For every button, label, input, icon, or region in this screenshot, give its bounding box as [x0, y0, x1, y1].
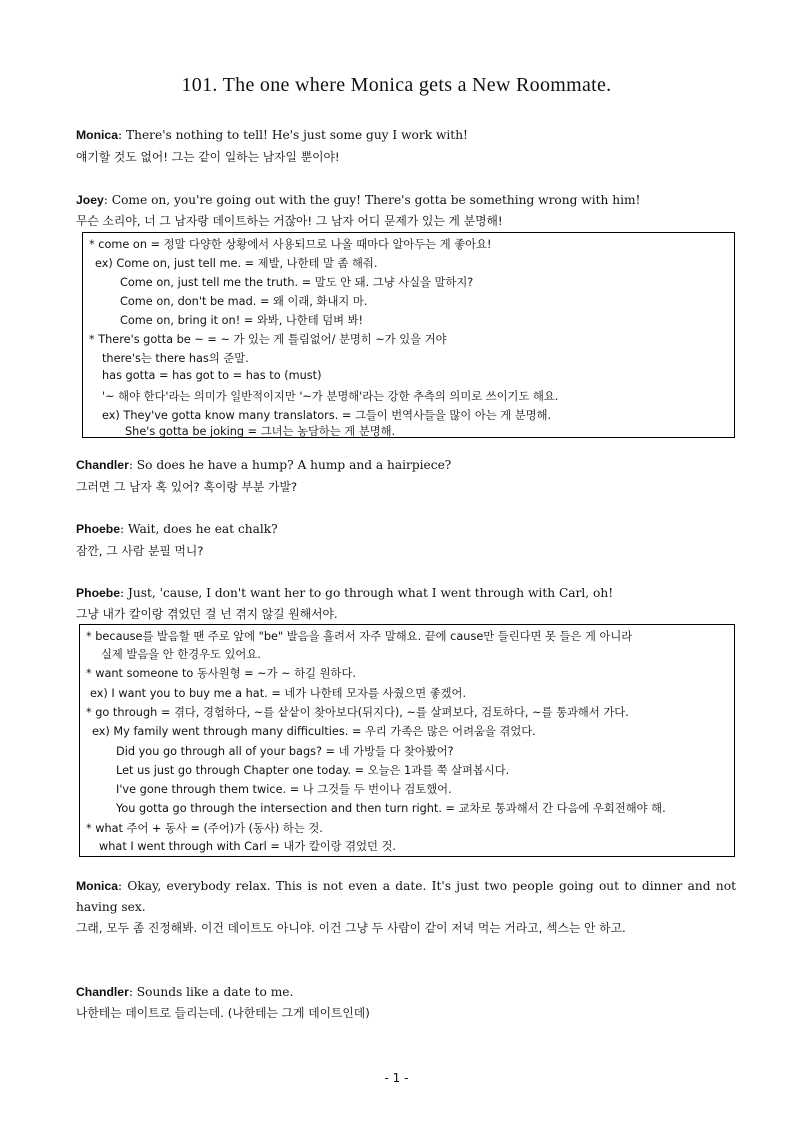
dialogue-english: : Just, 'cause, I don't want her to go through what I went through with Carl, oh! — [120, 586, 614, 600]
speaker-name: Chandler — [76, 458, 129, 472]
note-line: I've gone through them twice. = 나 그것들 두 번이나 검토했어. — [116, 783, 452, 796]
dialogue-line-monica — [76, 127, 736, 144]
dialogue-english: : Wait, does he eat chalk? — [120, 522, 278, 536]
page-title: 101. The one where Monica gets a New Roommate. — [181, 74, 612, 96]
note-line: there's는 there has의 준말. — [102, 352, 249, 365]
dialogue-korean: 얘기할 것도 없어! 그는 같이 일하는 남자일 뿐이야! — [76, 150, 340, 164]
speaker-name: Monica — [76, 879, 118, 893]
note-line: ex) I want you to buy me a hat. = 네가 나한테 모자를 사줬으면 좋겠어. — [90, 687, 467, 700]
note-line: * There's gotta be ~ = ~ 가 있는 게 틀림없어/ 분명히 ~가 있을 거야 — [89, 333, 447, 346]
dialogue-english: : Okay, everybody relax. This is not even a date. It's just two people going out to dinner and not having sex. — [76, 879, 736, 914]
dialogue-english: : Sounds like a date to me. — [128, 985, 294, 999]
note-line: Did you go through all of your bags? = 네 가방들 다 찾아봤어? — [116, 745, 454, 758]
note-line: * come on = 정말 다양한 상황에서 사용되므로 나올 때마다 알아두는 게 좋아요! — [89, 238, 492, 251]
dialogue-line-chandler — [76, 457, 736, 474]
note-line: ex) They've gotta know many translators. = 그들이 번역사들을 많이 아는 게 분명해. — [102, 409, 552, 422]
speaker-name: Phoebe — [76, 522, 121, 536]
note-line: 실제 발음을 안 한경우도 있어요. — [101, 648, 261, 661]
note-line: She's gotta be joking = 그녀는 농담하는 게 분명해. — [125, 425, 396, 438]
vocab-note-box — [82, 232, 735, 438]
note-line: '~ 해야 한다'라는 의미가 일반적이지만 '~가 분명해'라는 강한 추측의 의미로 쓰이기도 해요. — [102, 390, 559, 403]
dialogue-line-phoebe — [76, 521, 736, 538]
note-line: what I went through with Carl = 내가 칼이랑 겪었던 것. — [99, 840, 396, 853]
note-line: * because를 발음할 땐 주로 앞에 "be" 발음을 흘려서 자주 말해요. 끝에 cause만 들린다면 못 들은 게 아니라 — [86, 630, 633, 643]
speaker-name: Chandler — [76, 985, 129, 999]
note-line: has gotta = has got to = has to (must) — [102, 369, 322, 382]
note-line: * go through = 겪다, 경험하다, ~를 샅샅이 찾아보다(뒤지다), ~를 살펴보다, 검토하다, ~를 통과해서 가다. — [86, 706, 629, 719]
speaker-name: Phoebe — [76, 586, 121, 600]
page-number: - 1 - — [384, 1071, 409, 1085]
dialogue-korean: 그냥 내가 칼이랑 겪었던 걸 넌 겪지 않길 원해서야. — [76, 607, 338, 621]
dialogue-english: : Come on, you're going out with the guy! There's gotta be something wrong with him! — [103, 193, 641, 207]
dialogue-korean: 그러면 그 남자 혹 있어? 혹이랑 부분 가발? — [76, 480, 298, 494]
speaker-name: Monica — [76, 128, 118, 142]
dialogue-line-chandler — [76, 984, 736, 1001]
dialogue-korean: 잠깐, 그 사람 분필 먹니? — [76, 544, 204, 558]
note-line: Let us just go through Chapter one today. = 오늘은 1과를 쭉 살펴봅시다. — [116, 764, 510, 777]
dialogue-line-monica — [76, 876, 736, 918]
dialogue-english: : So does he have a hump? A hump and a hairpiece? — [128, 458, 452, 472]
dialogue-english: : There's nothing to tell! He's just some guy I work with! — [117, 128, 468, 142]
dialogue-line-phoebe — [76, 585, 736, 602]
note-line: Come on, don't be mad. = 왜 이래, 화내지 마. — [120, 295, 368, 308]
note-line: * what 주어 + 동사 = (주어)가 (동사) 하는 것. — [86, 822, 323, 835]
grammar-note-box — [79, 624, 735, 857]
note-line: * want someone to 동사원형 = ~가 ~ 하길 원하다. — [86, 667, 356, 680]
note-line: Come on, just tell me the truth. = 말도 안 돼. 그냥 사실을 말하지? — [120, 276, 474, 289]
note-line: You gotta go through the intersection and then turn right. = 교차로 통과해서 간 다음에 우회전해야 해. — [116, 802, 666, 815]
note-line: ex) Come on, just tell me. = 제발, 나한테 말 좀 해줘. — [95, 257, 378, 270]
dialogue-korean: 그래, 모두 좀 진정해봐. 이건 데이트도 아니야. 이건 그냥 두 사람이 같이 저녁 먹는 거라고, 섹스는 안 하고. — [76, 921, 626, 935]
dialogue-korean: 무슨 소리야, 너 그 남자랑 데이트하는 거잖아! 그 남자 어디 문제가 있는 게 분명해! — [76, 214, 503, 228]
note-line: Come on, bring it on! = 와봐, 나한테 덤벼 봐! — [120, 314, 364, 327]
dialogue-line-joey — [76, 192, 736, 209]
dialogue-korean: 나한테는 데이트로 들리는데. (나한테는 그게 데이트인데) — [76, 1006, 370, 1020]
speaker-name: Joey — [76, 193, 104, 207]
note-line: ex) My family went through many difficulties. = 우리 가족은 많은 어려움을 겪었다. — [92, 725, 536, 738]
